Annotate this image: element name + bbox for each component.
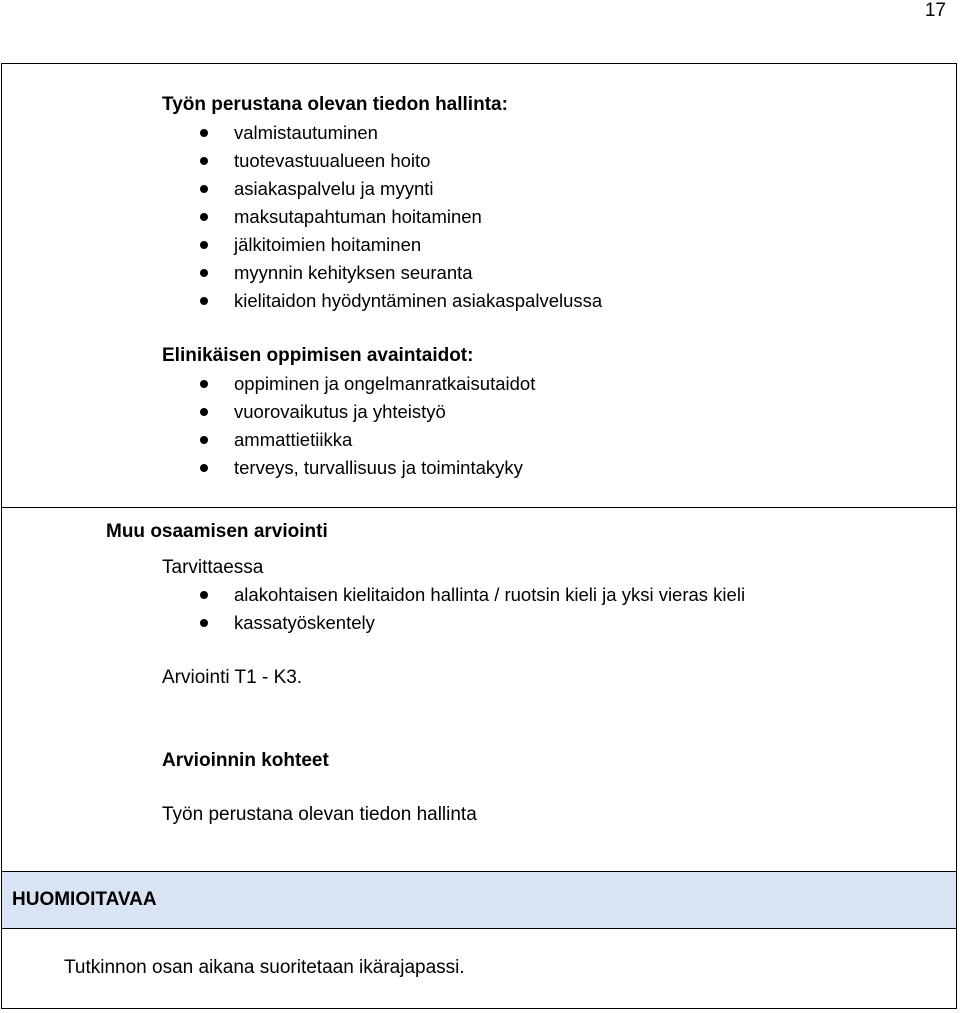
knowledge-cell: Työn perustana olevan tiedon hallinta: valmistautuminen tuotevastuualueen hoito asiakaspalvelu ja myynti maksutapahtuman hoitaminen jälkitoimien hoitaminen myynnin kehityksen seuranta kielitaidon hyödyntäminen asiakaspalvelussa Elinikäisen oppimisen avaintaidot: oppiminen ja ongelmanratkaisutaidot vuorovaikutus ja yhteistyö ammattietiikka terveys, turvallisuus ja toimintakyky (2, 64, 956, 508)
bullet-icon (200, 619, 208, 627)
bullet-icon (200, 408, 208, 416)
page-number: 17 (924, 0, 946, 21)
other-heading: Muu osaamisen arviointi (106, 521, 328, 542)
bullet-icon (200, 213, 208, 221)
targets-text: Työn perustana olevan tiedon hallinta (162, 804, 477, 825)
notes-cell (2, 929, 956, 1008)
bullet-icon (200, 380, 208, 388)
assessment-level: Arviointi T1 - K3. (162, 667, 303, 688)
notes-header-cell (2, 872, 956, 929)
notes-text: Tutkinnon osan aikana suoritetaan ikärajapassi. (64, 957, 465, 978)
other-intro: Tarvittaessa (162, 557, 264, 578)
bullet-icon (200, 464, 208, 472)
bullet-icon (200, 129, 208, 137)
bullet-icon (200, 591, 208, 599)
other-assessment-cell: Muu osaamisen arviointi Tarvittaessa alakohtaisen kielitaidon hallinta / ruotsin kieli ja yksi vieras kieli kassatyöskentely Arviointi T1 - K3. Arvioinnin kohteet Työn perustana olevan tiedon hallinta (2, 508, 956, 872)
section1-heading: Työn perustana olevan tiedon hallinta: (162, 94, 508, 115)
notes-heading: HUOMIOITAVAA (12, 889, 157, 910)
bullet-icon (200, 241, 208, 249)
targets-heading: Arvioinnin kohteet (162, 750, 329, 771)
assessment-table (1, 63, 957, 1009)
bullet-icon (200, 269, 208, 277)
bullet-icon (200, 185, 208, 193)
bullet-icon (200, 157, 208, 165)
section2-heading: Elinikäisen oppimisen avaintaidot: (162, 345, 474, 366)
bullet-icon (200, 297, 208, 305)
bullet-icon (200, 436, 208, 444)
